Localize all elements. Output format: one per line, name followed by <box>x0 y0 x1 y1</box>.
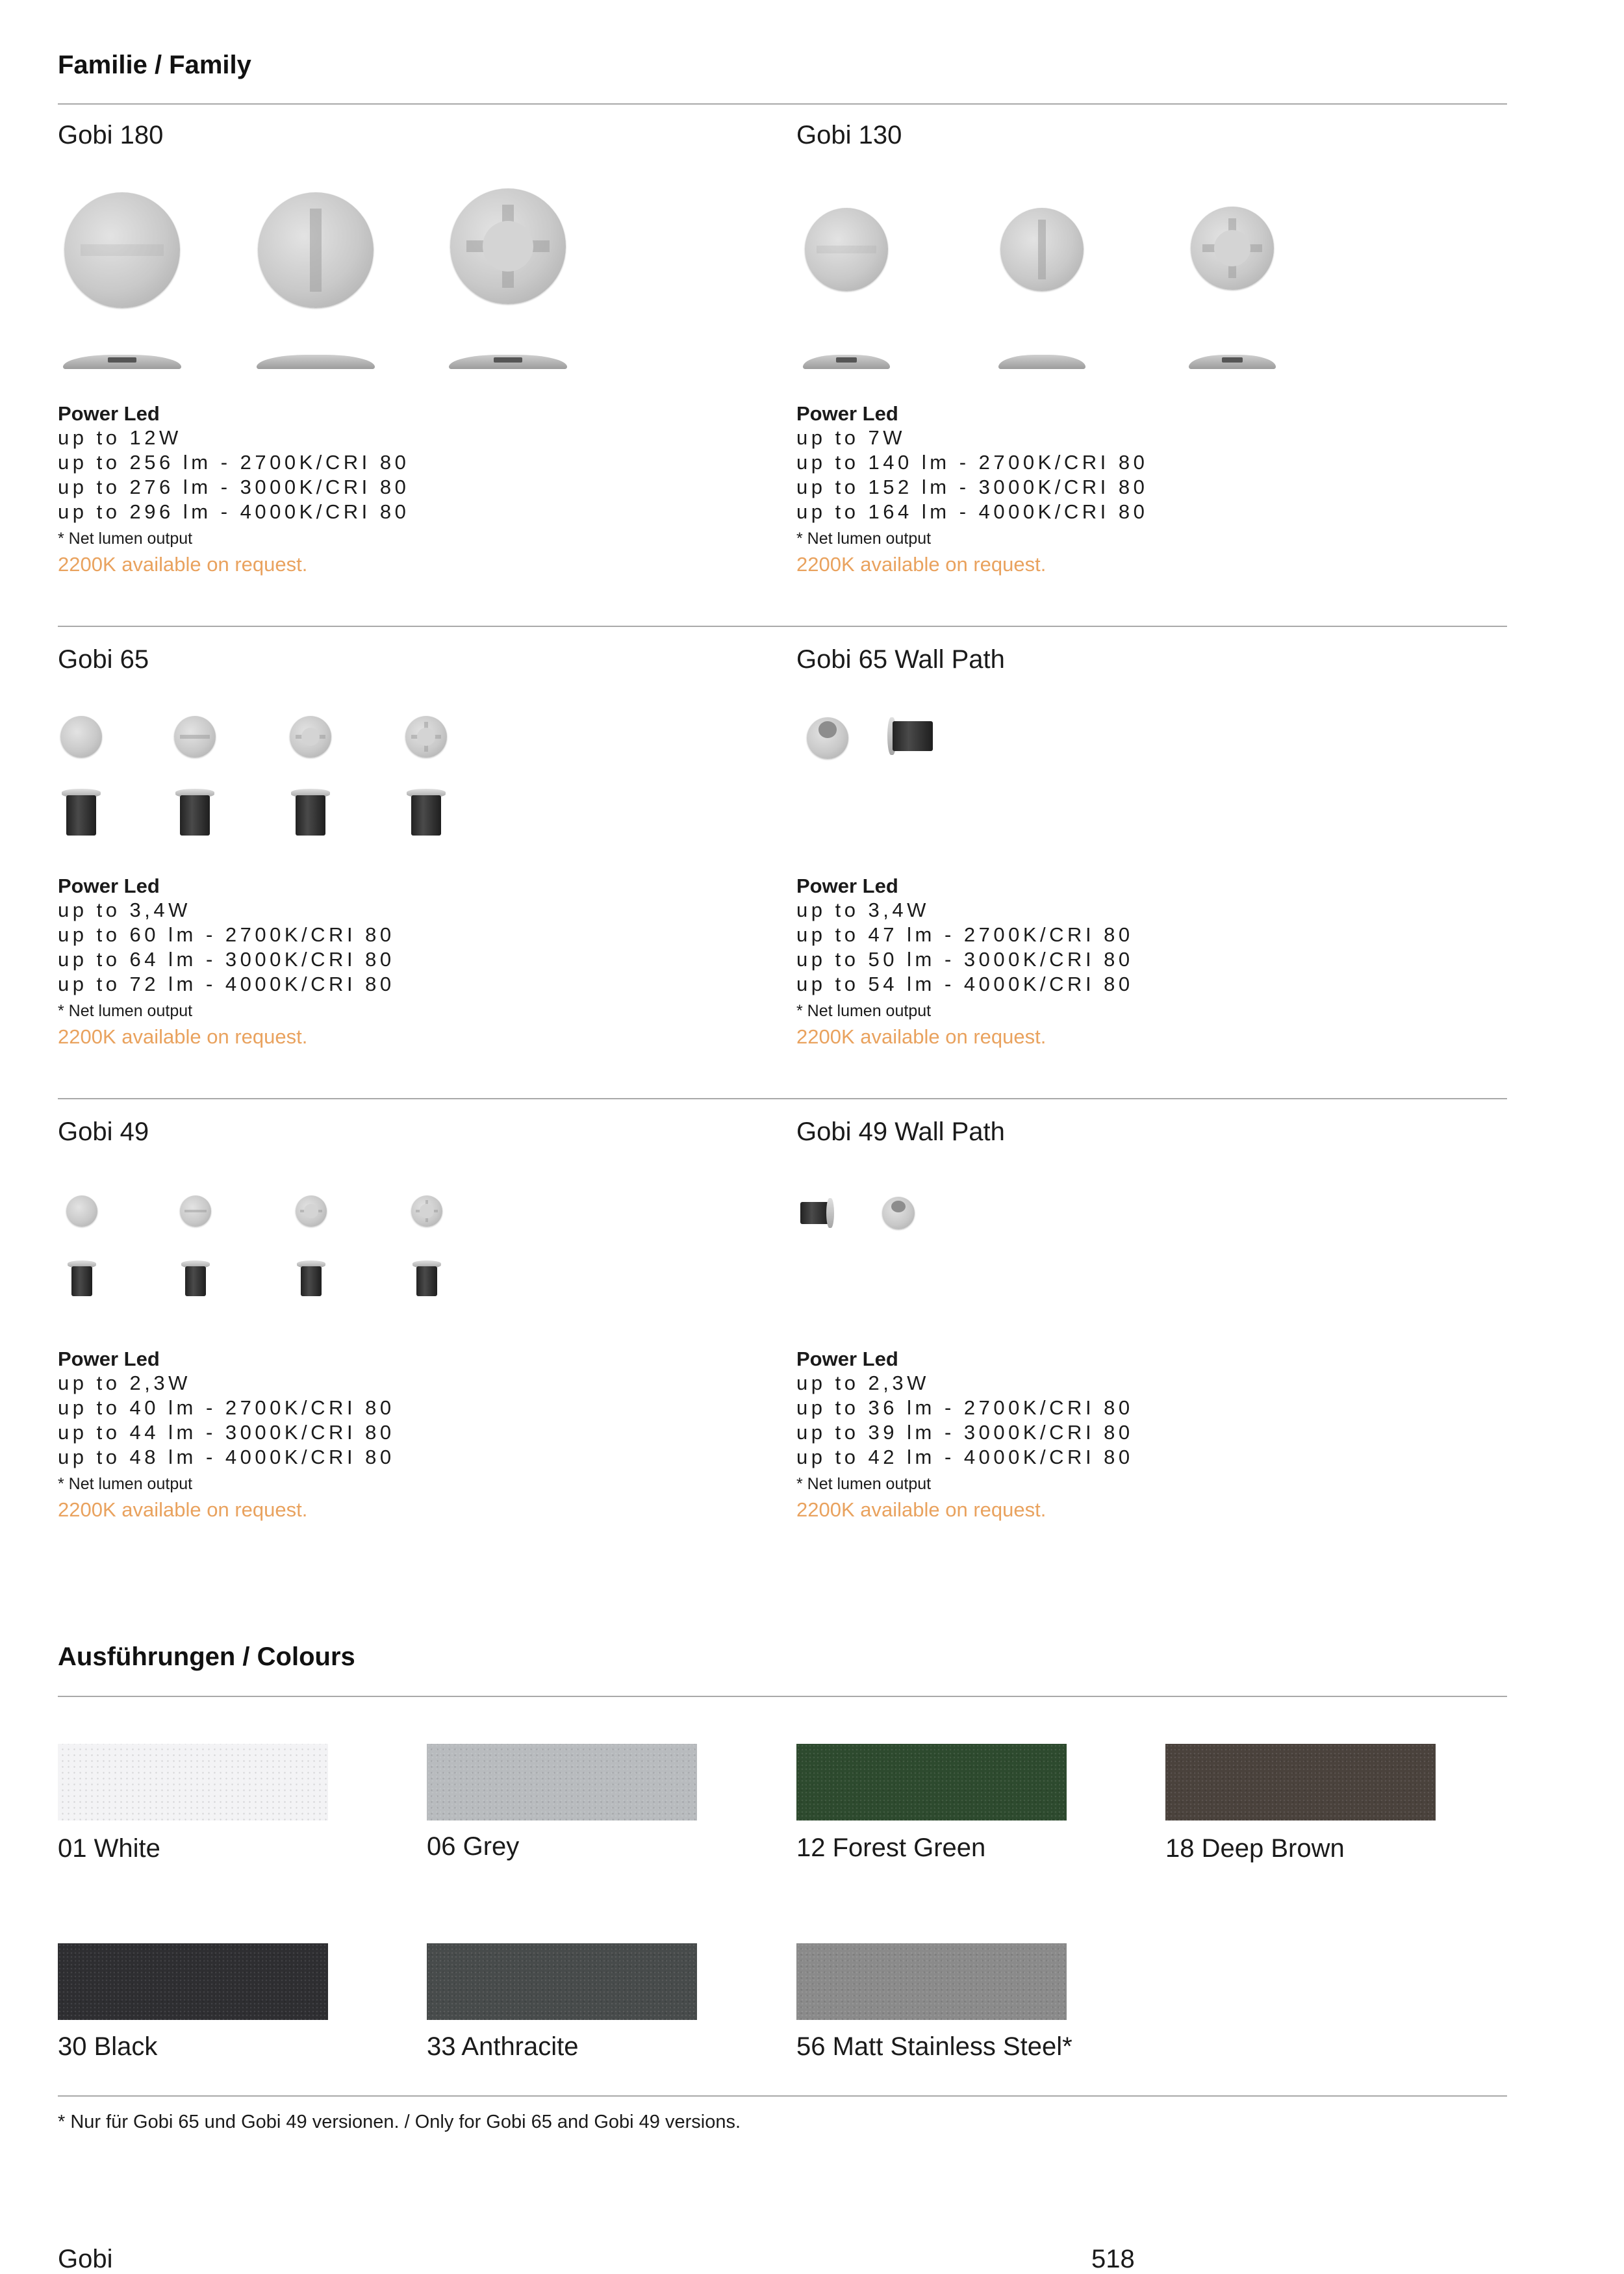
swatch-label: 18 Deep Brown <box>1165 1834 1345 1863</box>
lamp-top-view-icon <box>296 1195 327 1227</box>
lamp-profile-icon <box>449 355 567 369</box>
product-title: Gobi 65 Wall Path <box>796 645 1005 674</box>
spec-block <box>58 1347 707 1523</box>
product-images-gobi-49-wall-path <box>796 1182 1381 1312</box>
lamp-top-view-icon <box>450 188 566 304</box>
page-number: 518 <box>1091 2245 1135 2273</box>
lamp-top-view-icon <box>805 208 888 291</box>
spec-block <box>796 874 1446 1050</box>
divider <box>58 103 1507 105</box>
power-label: Power Led <box>58 402 160 425</box>
lamp-body-icon <box>800 1202 829 1224</box>
availability-note: 2200K available on request. <box>58 553 308 576</box>
spec-line: up to 276 lm - 3000K/CRI 80 <box>58 476 410 498</box>
net-lumen-note: * Net lumen output <box>796 1002 932 1020</box>
divider <box>58 626 1507 627</box>
lamp-body-icon <box>411 795 441 836</box>
swatch-deep-brown <box>1165 1744 1436 1820</box>
net-lumen-note: * Net lumen output <box>58 1002 193 1020</box>
divider <box>58 1098 1507 1099</box>
lamp-body-icon <box>893 721 933 751</box>
availability-note: 2200K available on request. <box>796 1498 1047 1521</box>
product-title: Gobi 180 <box>58 121 164 149</box>
swatch-grey <box>427 1744 697 1820</box>
lamp-body-icon <box>296 795 325 836</box>
spec-line: up to 7W <box>796 426 906 449</box>
power-label: Power Led <box>796 875 898 897</box>
spec-line: up to 164 lm - 4000K/CRI 80 <box>796 500 1148 523</box>
spec-block <box>796 402 1446 578</box>
lamp-top-view-icon <box>807 717 848 759</box>
spec-line: up to 3,4W <box>796 899 930 921</box>
swatch-white <box>58 1744 328 1820</box>
product-images-gobi-49 <box>58 1182 642 1312</box>
spec-line: up to 42 lm - 4000K/CRI 80 <box>796 1446 1134 1468</box>
spec-line: up to 3,4W <box>58 899 191 921</box>
swatch-forest-green <box>796 1744 1067 1820</box>
family-heading: Familie / Family <box>58 51 251 79</box>
swatch-label: 01 White <box>58 1834 160 1863</box>
spec-line: up to 60 lm - 2700K/CRI 80 <box>58 923 395 946</box>
swatch-matt-stainless-steel <box>796 1943 1067 2020</box>
swatch-anthracite <box>427 1943 697 2020</box>
power-label: Power Led <box>796 402 898 425</box>
spec-line: up to 12W <box>58 426 182 449</box>
lamp-body-icon <box>185 1266 206 1296</box>
spec-line: up to 54 lm - 4000K/CRI 80 <box>796 973 1134 995</box>
lamp-top-view-icon <box>66 1195 97 1227</box>
product-images-gobi-180 <box>58 182 642 377</box>
product-title: Gobi 65 <box>58 645 149 674</box>
availability-note: 2200K available on request. <box>58 1025 308 1048</box>
lamp-top-view-icon <box>60 716 102 758</box>
net-lumen-note: * Net lumen output <box>796 530 932 548</box>
spec-line: up to 64 lm - 3000K/CRI 80 <box>58 948 395 971</box>
lamp-body-icon <box>180 795 210 836</box>
lamp-cap-icon <box>826 1198 834 1228</box>
lamp-body-icon <box>71 1266 92 1296</box>
lamp-top-view-icon <box>180 1195 211 1227</box>
power-label: Power Led <box>796 1348 898 1370</box>
divider <box>58 2095 1507 2097</box>
swatch-black <box>58 1943 328 2020</box>
spec-line: up to 39 lm - 3000K/CRI 80 <box>796 1421 1134 1444</box>
spec-line: up to 296 lm - 4000K/CRI 80 <box>58 500 410 523</box>
spec-block <box>58 874 707 1050</box>
product-images-gobi-65 <box>58 708 642 851</box>
product-title: Gobi 130 <box>796 121 902 149</box>
spec-line: up to 48 lm - 4000K/CRI 80 <box>58 1446 395 1468</box>
spec-line: up to 44 lm - 3000K/CRI 80 <box>58 1421 395 1444</box>
lamp-profile-icon <box>803 355 890 369</box>
swatch-label: 30 Black <box>58 2032 158 2061</box>
spec-line: up to 72 lm - 4000K/CRI 80 <box>58 973 395 995</box>
product-title: Gobi 49 <box>58 1118 149 1146</box>
lamp-profile-icon <box>257 355 375 369</box>
swatch-label: 33 Anthracite <box>427 2032 579 2061</box>
product-title: Gobi 49 Wall Path <box>796 1118 1005 1146</box>
swatch-label: 06 Grey <box>427 1832 520 1861</box>
lamp-profile-icon <box>1189 355 1276 369</box>
swatch-label: 56 Matt Stainless Steel* <box>796 2032 1072 2061</box>
lamp-top-view-icon <box>1000 208 1084 291</box>
lamp-body-icon <box>66 795 96 836</box>
colours-heading: Ausführungen / Colours <box>58 1642 355 1671</box>
lamp-profile-icon <box>63 355 181 369</box>
spec-line: up to 40 lm - 2700K/CRI 80 <box>58 1396 395 1419</box>
net-lumen-note: * Net lumen output <box>796 1475 932 1493</box>
lamp-top-view-icon <box>1191 207 1274 290</box>
spec-line: up to 256 lm - 2700K/CRI 80 <box>58 451 410 474</box>
colours-footnote: * Nur für Gobi 65 und Gobi 49 versionen. / Only for Gobi 65 and Gobi 49 versions. <box>58 2112 741 2132</box>
spec-line: up to 50 lm - 3000K/CRI 80 <box>796 948 1134 971</box>
divider <box>58 1696 1507 1697</box>
availability-note: 2200K available on request. <box>796 1025 1047 1048</box>
net-lumen-note: * Net lumen output <box>58 1475 193 1493</box>
lamp-body-icon <box>301 1266 322 1296</box>
lamp-top-view-icon <box>405 716 447 758</box>
lamp-top-view-icon <box>64 192 180 308</box>
availability-note: 2200K available on request. <box>796 553 1047 576</box>
lamp-body-icon <box>416 1266 437 1296</box>
lamp-top-view-icon <box>174 716 216 758</box>
footer-product-name: Gobi <box>58 2245 113 2273</box>
spec-line: up to 140 lm - 2700K/CRI 80 <box>796 451 1148 474</box>
lamp-profile-icon <box>998 355 1085 369</box>
spec-line: up to 2,3W <box>796 1372 930 1394</box>
lamp-top-view-icon <box>411 1195 442 1227</box>
availability-note: 2200K available on request. <box>58 1498 308 1521</box>
product-images-gobi-130 <box>796 182 1381 377</box>
spec-block <box>58 402 707 578</box>
swatch-label: 12 Forest Green <box>796 1833 986 1862</box>
product-images-gobi-65-wall-path <box>796 708 1381 851</box>
spec-line: up to 152 lm - 3000K/CRI 80 <box>796 476 1148 498</box>
net-lumen-note: * Net lumen output <box>58 530 193 548</box>
spec-line: up to 47 lm - 2700K/CRI 80 <box>796 923 1134 946</box>
spec-line: up to 36 lm - 2700K/CRI 80 <box>796 1396 1134 1419</box>
lamp-top-view-icon <box>882 1197 915 1229</box>
lamp-top-view-icon <box>290 716 331 758</box>
spec-block <box>796 1347 1446 1523</box>
power-label: Power Led <box>58 1348 160 1370</box>
power-label: Power Led <box>58 875 160 897</box>
lamp-top-view-icon <box>258 192 374 308</box>
spec-line: up to 2,3W <box>58 1372 191 1394</box>
